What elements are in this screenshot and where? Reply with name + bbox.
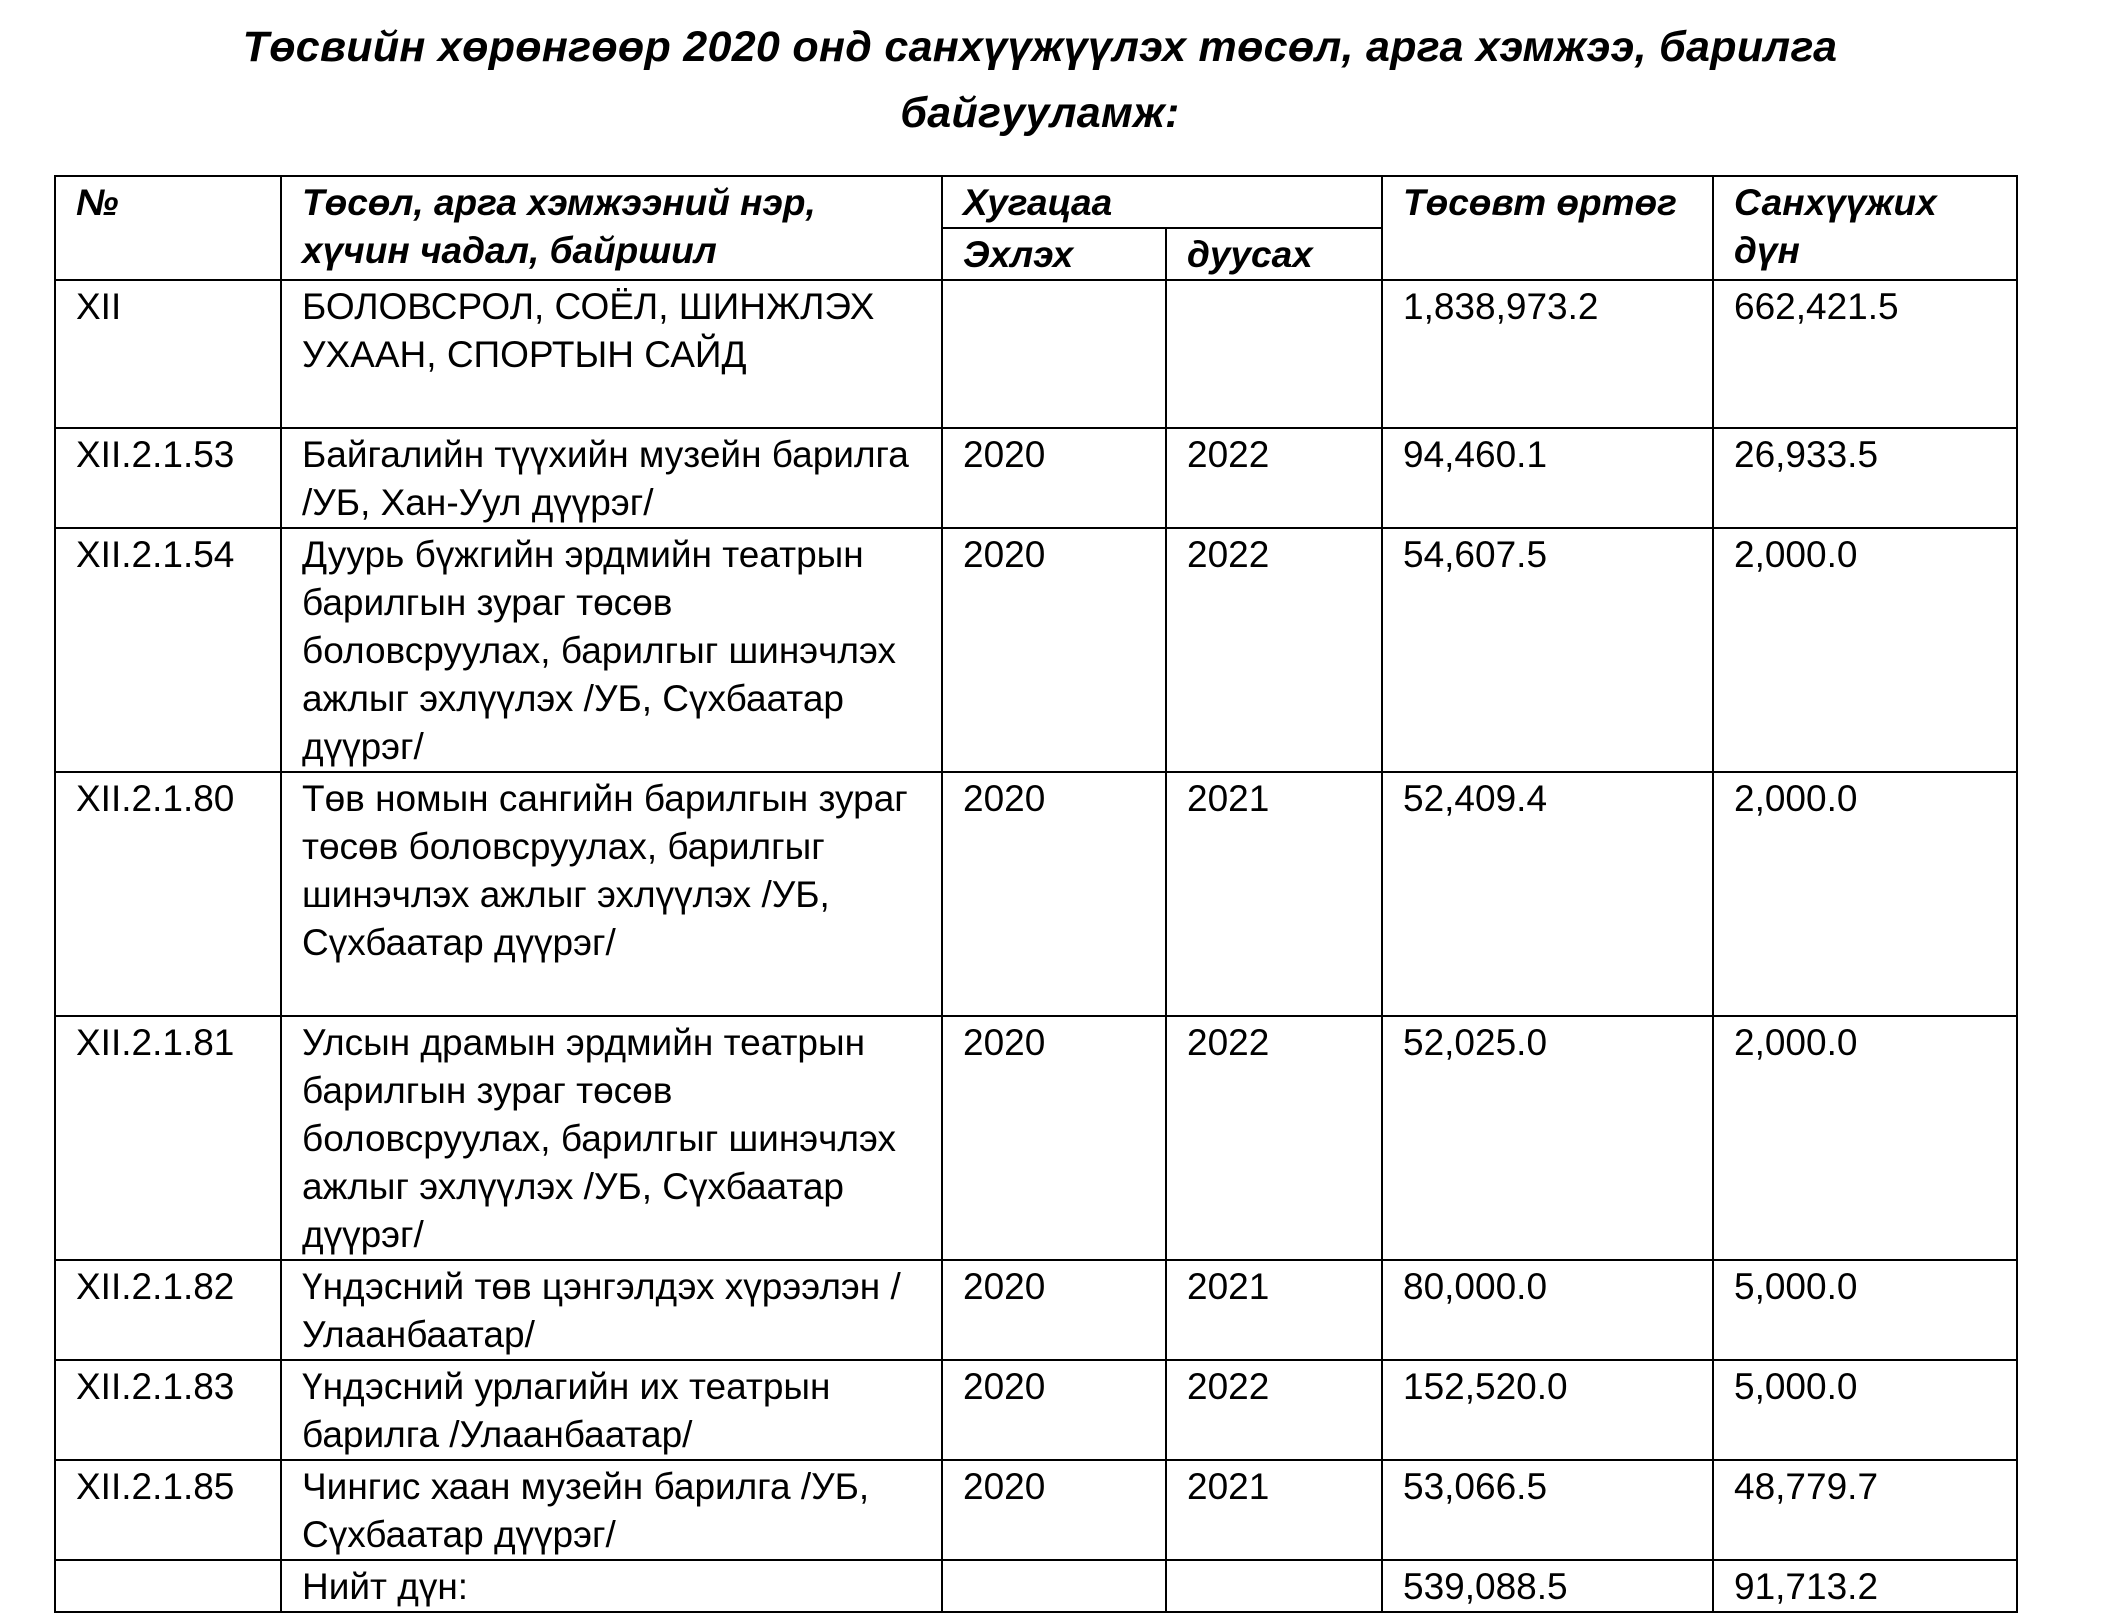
- row-cost: 53,066.5: [1382, 1460, 1713, 1560]
- row-name: Чингис хаан музейн барилга /УБ, Сүхбаатар дүүрэг/: [281, 1460, 942, 1560]
- header-estimated-cost: Төсөвт өртөг: [1382, 176, 1713, 280]
- total-end-empty: [1166, 1560, 1382, 1612]
- row-name: Үндэсний төв цэнгэлдэх хүрээлэн /Улаанбаатар/: [281, 1260, 942, 1360]
- row-start: 2020: [942, 1360, 1166, 1460]
- table-row: [55, 1360, 2017, 1460]
- document-title-line-2: байгууламж:: [900, 89, 1180, 137]
- row-code: XII.2.1.80: [55, 772, 281, 1016]
- budget-table: [54, 175, 2018, 1613]
- table-row: [55, 1260, 2017, 1360]
- row-cost: 152,520.0: [1382, 1360, 1713, 1460]
- row-code: XII.2.1.85: [55, 1460, 281, 1560]
- total-code-empty: [55, 1560, 281, 1612]
- row-end: [1166, 280, 1382, 428]
- header-name: Төсөл, арга хэмжээний нэр, хүчин чадал, байршил: [281, 176, 942, 280]
- row-cost: 54,607.5: [1382, 528, 1713, 772]
- row-start: 2020: [942, 428, 1166, 528]
- row-end: 2022: [1166, 1016, 1382, 1260]
- document-title-line-1: Төсвийн хөрөнгөөр 2020 онд санхүүжүүлэх төсөл, арга хэмжээ, барилга: [242, 23, 1838, 71]
- row-cost: 52,025.0: [1382, 1016, 1713, 1260]
- row-name: Төв номын сангийн барилгын зураг төсөв боловсруулах, барилгыг шинэчлэх ажлыг эхлүүлэх /УБ, Сүхбаатар дүүрэг/: [281, 772, 942, 1016]
- row-end: 2022: [1166, 528, 1382, 772]
- row-name: Улсын драмын эрдмийн театрын барилгын зураг төсөв боловсруулах, барилгыг шинэчлэх ажлыг эхлүүлэх /УБ, Сүхбаатар дүүрэг/: [281, 1016, 942, 1260]
- row-start: 2020: [942, 1260, 1166, 1360]
- row-code: XII.2.1.82: [55, 1260, 281, 1360]
- row-funding: 2,000.0: [1713, 1016, 2017, 1260]
- row-end: 2022: [1166, 1360, 1382, 1460]
- table-row: [55, 1016, 2017, 1260]
- row-name: БОЛОВСРОЛ, СОЁЛ, ШИНЖЛЭХ УХААН, СПОРТЫН САЙД: [281, 280, 942, 428]
- row-name: Үндэсний урлагийн их театрын барилга /Улаанбаатар/: [281, 1360, 942, 1460]
- total-start-empty: [942, 1560, 1166, 1612]
- row-start: 2020: [942, 772, 1166, 1016]
- row-cost: 80,000.0: [1382, 1260, 1713, 1360]
- row-start: 2020: [942, 528, 1166, 772]
- table-row: [55, 1460, 2017, 1560]
- row-funding: 48,779.7: [1713, 1460, 2017, 1560]
- row-code: XII: [55, 280, 281, 428]
- row-end: 2021: [1166, 1460, 1382, 1560]
- header-end: дуусах: [1166, 228, 1382, 280]
- row-funding: 2,000.0: [1713, 528, 2017, 772]
- row-funding: 662,421.5: [1713, 280, 2017, 428]
- row-funding: 26,933.5: [1713, 428, 2017, 528]
- row-funding: 5,000.0: [1713, 1360, 2017, 1460]
- row-code: XII.2.1.83: [55, 1360, 281, 1460]
- row-code: XII.2.1.53: [55, 428, 281, 528]
- document-title: [60, 14, 2020, 146]
- row-funding: 2,000.0: [1713, 772, 2017, 1016]
- row-start: 2020: [942, 1460, 1166, 1560]
- header-period: Хугацаа: [942, 176, 1382, 228]
- row-cost: 1,838,973.2: [1382, 280, 1713, 428]
- row-cost: 52,409.4: [1382, 772, 1713, 1016]
- row-code: XII.2.1.54: [55, 528, 281, 772]
- row-cost: 94,460.1: [1382, 428, 1713, 528]
- row-code: XII.2.1.81: [55, 1016, 281, 1260]
- header-number: №: [55, 176, 281, 280]
- table-row: [55, 528, 2017, 772]
- row-end: 2021: [1166, 1260, 1382, 1360]
- table-row: [55, 428, 2017, 528]
- row-name: Дуурь бүжгийн эрдмийн театрын барилгын зураг төсөв боловсруулах, барилгыг шинэчлэх ажлыг эхлүүлэх /УБ, Сүхбаатар дүүрэг/: [281, 528, 942, 772]
- table-row: [55, 280, 2017, 428]
- total-cost: 539,088.5: [1382, 1560, 1713, 1612]
- header-funding-amount: Санхүүжих дүн: [1713, 176, 2017, 280]
- row-end: 2022: [1166, 428, 1382, 528]
- table-header: [55, 176, 2017, 280]
- total-label: Нийт дүн:: [281, 1560, 942, 1612]
- table-row: [55, 772, 2017, 1016]
- row-funding: 5,000.0: [1713, 1260, 2017, 1360]
- row-start: [942, 280, 1166, 428]
- row-name: Байгалийн түүхийн музейн барилга /УБ, Хан-Уул дүүрэг/: [281, 428, 942, 528]
- total-funding: 91,713.2: [1713, 1560, 2017, 1612]
- total-row: [55, 1560, 2017, 1612]
- header-start: Эхлэх: [942, 228, 1166, 280]
- row-end: 2021: [1166, 772, 1382, 1016]
- row-start: 2020: [942, 1016, 1166, 1260]
- table-body: [55, 280, 2017, 1612]
